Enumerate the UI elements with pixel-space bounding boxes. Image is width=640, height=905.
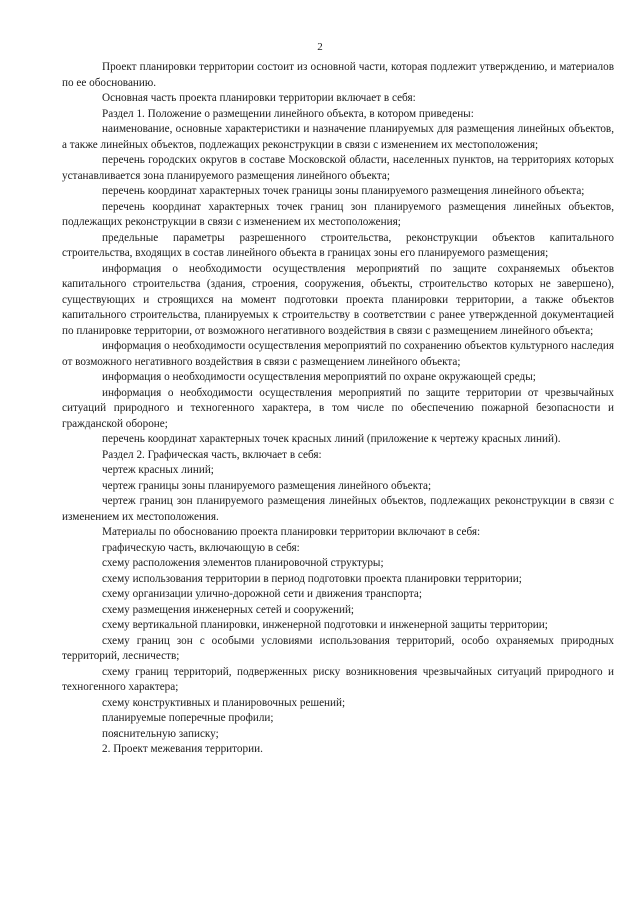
paragraph: информация о необходимости осуществления мероприятий по защите территории от чрезвычайных ситуаций природного и техногенного характера, в том числе по обеспечению пожарной безопасности и гражданской обороне; [62,386,614,430]
paragraph: предельные параметры разрешенного строительства, реконструкции объектов капитального строительства, входящих в состав линейного объекта в границах зоны его планируемого размещения; [62,231,614,259]
paragraph: информация о необходимости осуществления мероприятий по защите сохраняемых объектов капитального строительства (здания, строения, сооружения, объекты, строительство которых не завершено), существующих и строящихся на момент подготовки проекта планировки территории, а также объектов капитального строительства, планируемых к строительству в соответствии с ранее утвержденной документацией по планировке территории, от возможного негативного воздействия в связи с размещением линейного объекта; [62,262,614,337]
paragraph: схему размещения инженерных сетей и сооружений; [102,603,355,616]
paragraph: схему организации улично-дорожной сети и движения транспорта; [102,588,422,600]
document-body [62,60,614,758]
paragraph: графическую часть, включающую в себя: [102,541,300,554]
paragraph: перечень координат характерных точек красных линий (приложение к чертежу красных линий). [102,433,561,445]
paragraph: схему границ зон с особыми условиями использования территорий, особо охраняемых природных территорий, лесничеств; [62,634,614,662]
paragraph: схему конструктивных и планировочных решений; [102,696,346,709]
paragraph: чертеж красных линий; [102,464,214,476]
paragraph: планируемые поперечные профили; [102,712,274,724]
paragraph: пояснительную записку; [102,727,219,740]
paragraph: схему границ территорий, подверженных риску возникновения чрезвычайных ситуаций природного и техногенного характера; [62,665,614,693]
paragraph: информация о необходимости осуществления мероприятий по охране окружающей среды; [102,371,536,383]
paragraph: информация о необходимости осуществления мероприятий по сохранению объектов культурного наследия от возможного негативного воздействия в связи с размещением линейного объекта; [62,340,614,368]
paragraph: схему вертикальной планировки, инженерной подготовки и инженерной защиты территории; [102,619,548,631]
paragraph: перечень координат характерных точек границ зон планируемого размещения линейных объектов, подлежащих реконструкции в связи с изменением их местоположения; [62,200,614,228]
paragraph: Раздел 1. Положение о размещении линейного объекта, в котором приведены: [102,107,474,120]
paragraph: Основная часть проекта планировки территории включает в себя: [102,92,416,104]
paragraph: перечень городских округов в составе Московской области, населенных пунктов, на территориях которых устанавливается зона планируемого размещения линейного объекта; [62,154,614,182]
paragraph: чертеж границы зоны планируемого размещения линейного объекта; [102,479,432,492]
paragraph: чертеж границ зон планируемого размещения линейных объектов, подлежащих реконструкции в связи с изменением их местоположения. [62,495,614,523]
page-number: 2 [317,41,323,53]
paragraph: Проект планировки территории состоит из основной части, которая подлежит утверждению, и материалов по ее обоснованию. [62,61,614,89]
paragraph: 2. Проект межевания территории. [102,743,263,755]
paragraph: схему использования территории в период подготовки проекта планировки территории; [102,572,522,585]
paragraph: Материалы по обоснованию проекта планировки территории включают в себя: [102,526,481,538]
paragraph: перечень координат характерных точек границы зоны планируемого размещения линейного объекта; [102,185,585,197]
paragraph: схему расположения элементов планировочной структуры; [102,557,384,569]
paragraph: Раздел 2. Графическая часть, включает в себя: [102,448,322,461]
paragraph: наименование, основные характеристики и назначение планируемых для размещения линейных объектов, а также линейных объектов, подлежащих реконструкции в связи с изменением их местоположения; [62,123,614,151]
